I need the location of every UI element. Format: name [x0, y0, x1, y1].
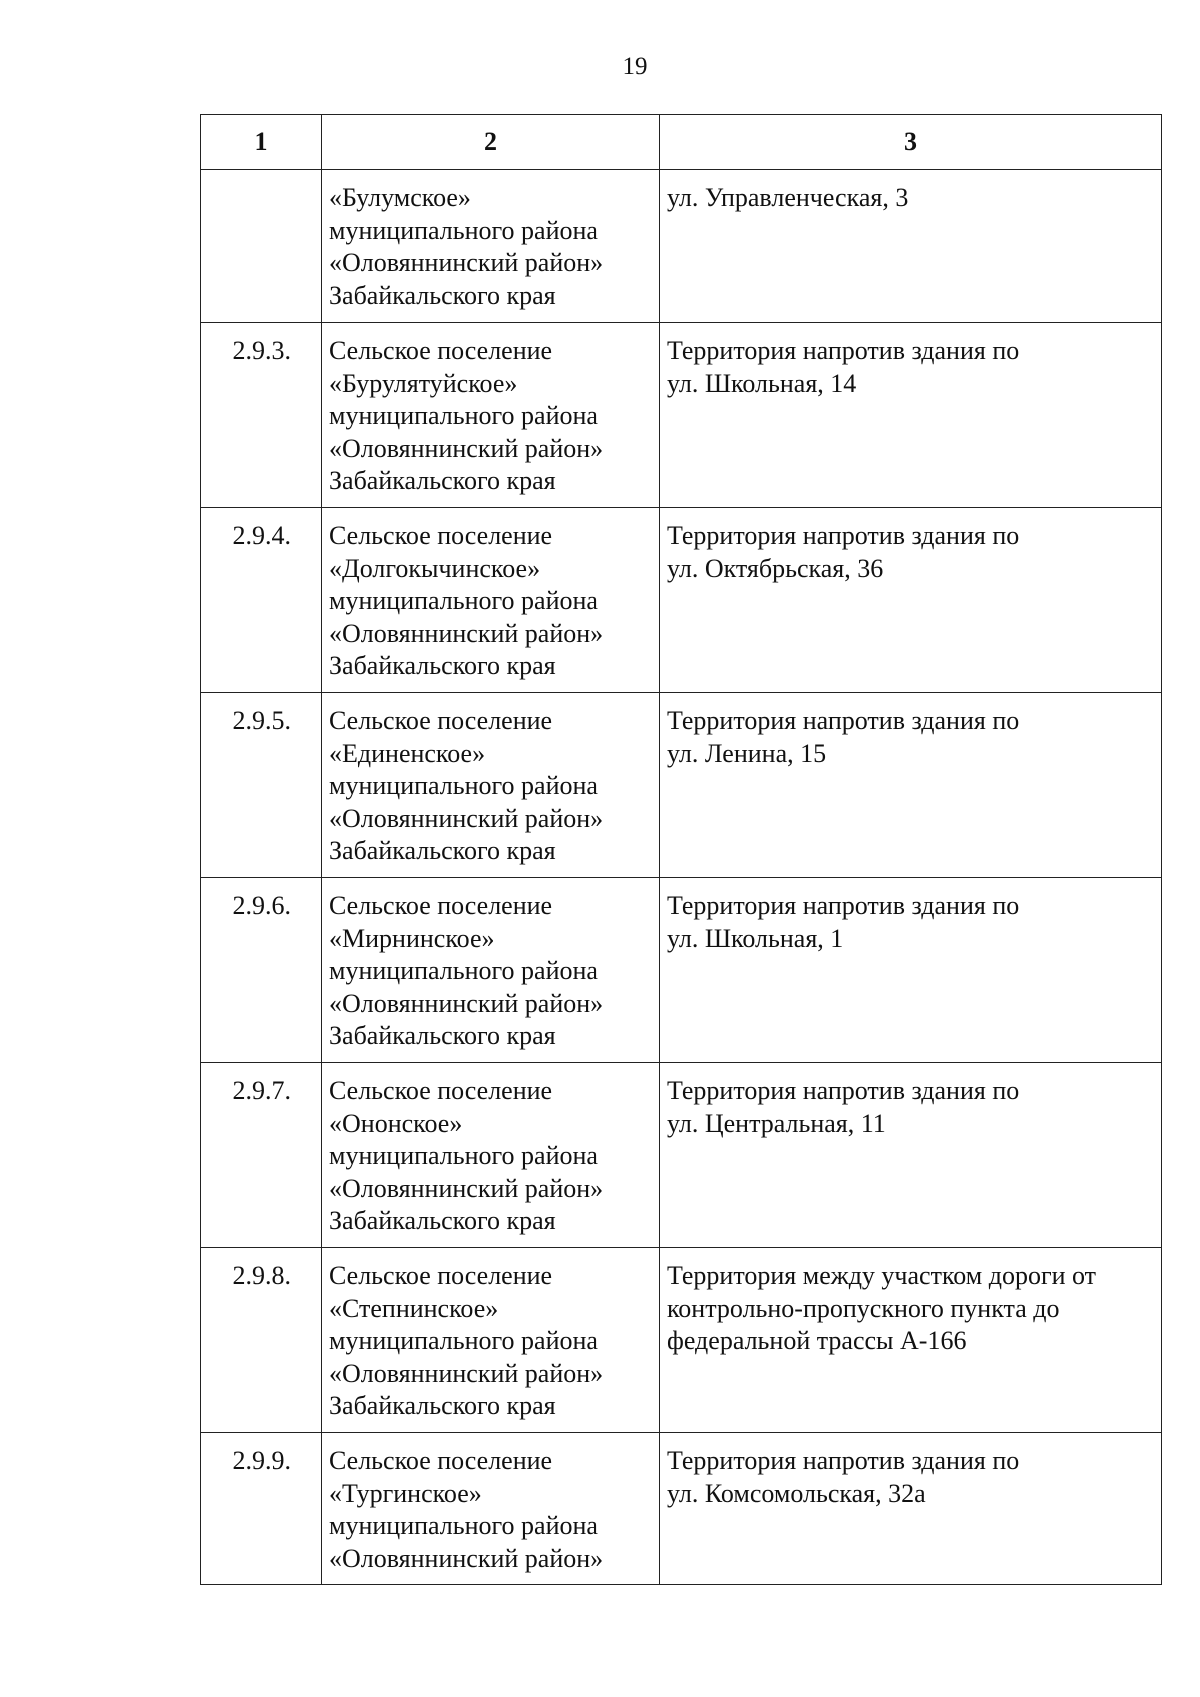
location-line: Территория между участком дороги от [667, 1261, 1097, 1290]
settlement-name-cell [322, 693, 660, 878]
settlement-name-line: «Оловяннинский район» [329, 618, 604, 648]
settlement-name-line: Сельское поселение [329, 1076, 553, 1105]
location-cell [660, 693, 1162, 878]
row-number-cell [201, 323, 322, 508]
location-line: ул. Школьная, 1 [667, 923, 844, 953]
row-number: 2.9.3. [232, 336, 291, 365]
settlement-name-line: Забайкальского края [329, 1021, 556, 1050]
row-number: 2.9.4. [232, 521, 291, 550]
location-line: ул. Школьная, 14 [667, 368, 857, 398]
row-number-cell [201, 1433, 322, 1585]
column-header: 2 [322, 115, 660, 170]
settlement-name-line: «Оловяннинский район» [329, 803, 604, 833]
settlement-name-line: «Тургинское» [329, 1478, 482, 1508]
table-row [201, 1433, 1162, 1585]
row-number-cell [201, 1063, 322, 1248]
location-cell [660, 170, 1162, 323]
row-number-cell [201, 693, 322, 878]
settlement-name-line: «Долгокычинское» [329, 553, 541, 583]
column-header: 3 [660, 115, 1162, 170]
location-line: Территория напротив здания по [667, 336, 1020, 365]
page-number: 19 [622, 53, 648, 80]
settlement-name-line: муниципального района [329, 1141, 598, 1170]
settlement-name-cell [322, 170, 660, 323]
settlement-name-line: «Оловяннинский район» [329, 1358, 604, 1388]
settlement-name-line: «Степнинское» [329, 1293, 499, 1323]
location-cell [660, 1063, 1162, 1248]
location-cell [660, 1433, 1162, 1585]
settlement-name-line: Забайкальского края [329, 466, 556, 495]
settlement-name-line: муниципального района [329, 401, 598, 430]
settlement-name-line: «Оловяннинский район» [329, 1173, 604, 1203]
settlement-name-cell [322, 1248, 660, 1433]
location-cell [660, 323, 1162, 508]
settlement-name-line: Сельское поселение [329, 891, 553, 920]
location-line: ул. Ленина, 15 [667, 738, 827, 768]
location-cell [660, 1248, 1162, 1433]
location-line: Территория напротив здания по [667, 1446, 1020, 1475]
location-line: федеральной трассы А-166 [667, 1326, 967, 1355]
settlement-name-line: Сельское поселение [329, 336, 553, 365]
location-cell [660, 508, 1162, 693]
location-cell [660, 878, 1162, 1063]
settlement-name-line: Забайкальского края [329, 1391, 556, 1420]
settlement-name-line: «Единенское» [329, 738, 486, 768]
column-header: 1 [201, 115, 322, 170]
table-row [201, 1063, 1162, 1248]
table-row [201, 323, 1162, 508]
settlement-name-line: Забайкальского края [329, 280, 556, 310]
settlement-name-line: муниципального района [329, 771, 598, 800]
row-number-cell [201, 508, 322, 693]
settlement-name-cell [322, 508, 660, 693]
settlement-name-cell [322, 1433, 660, 1585]
table-row [201, 878, 1162, 1063]
settlement-name-line: Забайкальского края [329, 1206, 556, 1235]
table-body [201, 170, 1162, 1585]
settlement-name-line: «Оловяннинский район» [329, 1543, 604, 1573]
location-line: Территория напротив здания по [667, 521, 1020, 550]
settlement-name-line: Сельское поселение [329, 1446, 553, 1475]
settlement-name-line: «Оловяннинский район» [329, 988, 604, 1018]
location-line: Территория напротив здания по [667, 706, 1020, 735]
location-line: ул. Комсомольская, 32а [667, 1478, 926, 1508]
settlement-name-line: «Оловяннинский район» [329, 433, 604, 463]
settlement-name-line: муниципального района [329, 1326, 598, 1355]
row-number: 2.9.6. [232, 891, 291, 920]
row-number-cell [201, 1248, 322, 1433]
settlement-name-line: «Оловяннинский район» [329, 248, 604, 277]
row-number-cell [201, 170, 322, 323]
settlement-name-line: муниципального района [329, 1511, 598, 1540]
location-line: ул. Центральная, 11 [667, 1108, 886, 1138]
document-table [200, 114, 1162, 1585]
table-row [201, 508, 1162, 693]
settlement-name-line: «Бурулятуйское» [329, 368, 518, 398]
settlement-name-cell [322, 323, 660, 508]
table-row [201, 693, 1162, 878]
settlement-name-line: Сельское поселение [329, 521, 553, 550]
location-line: ул. Управленческая, 3 [667, 183, 909, 212]
settlement-name-line: Забайкальского края [329, 836, 556, 865]
settlement-name-cell [322, 1063, 660, 1248]
settlement-name-line: «Ононское» [329, 1108, 463, 1138]
settlement-name-line: Забайкальского края [329, 651, 556, 680]
row-number-cell [201, 878, 322, 1063]
table-row [201, 170, 1162, 323]
settlement-name-cell [322, 878, 660, 1063]
settlement-name-line: муниципального района [329, 956, 598, 985]
row-number [201, 170, 321, 182]
settlement-name-line: Сельское поселение [329, 706, 553, 735]
settlement-name-line: «Булумское» [329, 183, 471, 212]
location-line: Территория напротив здания по [667, 891, 1020, 920]
table-row [201, 1248, 1162, 1433]
row-number: 2.9.5. [232, 706, 291, 735]
row-number: 2.9.8. [232, 1261, 291, 1290]
location-line: контрольно-пропускного пункта до [667, 1293, 1060, 1323]
row-number: 2.9.7. [232, 1076, 291, 1105]
settlement-name-line: «Мирнинское» [329, 923, 495, 953]
location-line: ул. Октябрьская, 36 [667, 553, 884, 583]
settlement-name-line: муниципального района [329, 215, 598, 245]
table-header-row [201, 115, 1162, 170]
row-number: 2.9.9. [232, 1446, 291, 1475]
settlement-name-line: Сельское поселение [329, 1261, 553, 1290]
settlement-name-line: муниципального района [329, 586, 598, 615]
location-line: Территория напротив здания по [667, 1076, 1020, 1105]
